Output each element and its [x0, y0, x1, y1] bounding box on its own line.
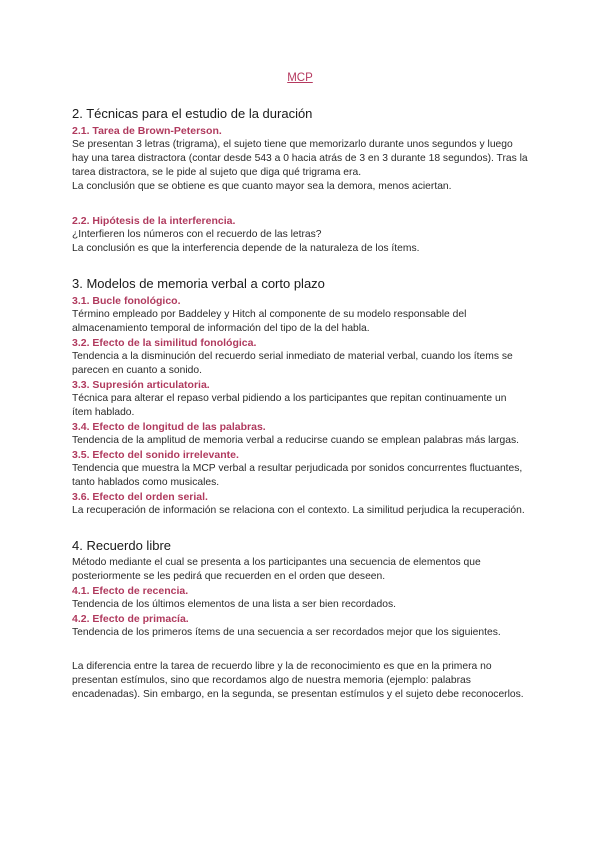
section-3-heading: 3. Modelos de memoria verbal a corto plazo: [72, 276, 325, 291]
paragraph: Método mediante el cual se presenta a los participantes una secuencia de elementos que posteriormente se les pedirá que recuerden en el orden que deseen.: [72, 557, 481, 582]
paragraph: La conclusión que se obtiene es que cuanto mayor sea la demora, menos aciertan.: [72, 181, 452, 192]
paragraph: Tendencia de los últimos elementos de una lista a ser bien recordados.: [72, 599, 396, 610]
paragraph: La conclusión es que la interferencia depende de la naturaleza de los ítems.: [72, 243, 420, 254]
document-body: [72, 106, 528, 702]
subsection-3-1-heading: 3.1. Bucle fonológico.: [72, 295, 181, 307]
page-title: MCP: [287, 72, 313, 84]
paragraph: Tendencia a la disminución del recuerdo serial inmediato de material verbal, cuando los ítems se parecen en cuanto a sonido.: [72, 351, 513, 376]
subsection-2-1-heading: 2.1. Tarea de Brown-Peterson.: [72, 125, 222, 137]
paragraph: Técnica para alterar el repaso verbal pidiendo a los participantes que repitan continuamente un ítem hablado.: [72, 393, 507, 418]
subsection-3-4-heading: 3.4. Efecto de longitud de las palabras.: [72, 421, 266, 433]
paragraph: Tendencia de los primeros ítems de una secuencia a ser recordados mejor que los siguientes.: [72, 627, 501, 638]
paragraph: ¿Interfieren los números con el recuerdo de las letras?: [72, 229, 322, 240]
subsection-3-6-heading: 3.6. Efecto del orden serial.: [72, 491, 208, 503]
subsection-2-2-heading: 2.2. Hipótesis de la interferencia.: [72, 215, 236, 227]
subsection-3-2-heading: 3.2. Efecto de la similitud fonológica.: [72, 337, 257, 349]
paragraph: Término empleado por Baddeley y Hitch al componente de su modelo responsable del almacenamiento temporal de información del tipo de la del habla.: [72, 309, 467, 334]
paragraph: La recuperación de información se relaciona con el contexto. La similitud perjudica la recuperación.: [72, 505, 525, 516]
subsection-3-3-heading: 3.3. Supresión articulatoria.: [72, 379, 210, 391]
subsection-4-1-heading: 4.1. Efecto de recencia.: [72, 585, 189, 597]
paragraph: La diferencia entre la tarea de recuerdo libre y la de reconocimiento es que en la primera no presentan estímulos, sino que recordamos algo de nuestra memoria (ejemplo: palabras encadenadas). Sin embargo, en la segunda, se presentan estímulos y el sujeto debe reconocerlos.: [72, 661, 524, 700]
paragraph: Se presentan 3 letras (trigrama), el sujeto tiene que memorizarlo durante unos segundos y luego hay una tarea distractora (contar desde 543 a 0 hacia atrás de 3 en 3 durante 18 segundos). Tras la tarea distractora, se le pide al sujeto que diga qué trigrama era.: [72, 139, 528, 178]
subsection-4-2-heading: 4.2. Efecto de primacía.: [72, 613, 189, 625]
paragraph: Tendencia de la amplitud de memoria verbal a reducirse cuando se emplean palabras más largas.: [72, 435, 520, 446]
section-4-heading: 4. Recuerdo libre: [72, 538, 171, 553]
section-2-heading: 2. Técnicas para el estudio de la duración: [72, 106, 313, 121]
subsection-3-5-heading: 3.5. Efecto del sonido irrelevante.: [72, 449, 239, 461]
paragraph: Tendencia que muestra la MCP verbal a resultar perjudicada por sonidos concurrentes fluctuantes, tanto hablados como musicales.: [72, 463, 523, 488]
